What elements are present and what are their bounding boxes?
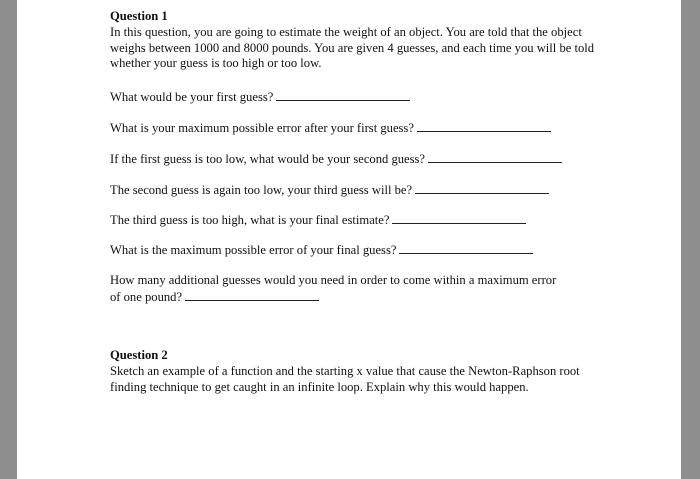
answer-blank-3[interactable] (428, 151, 562, 163)
answer-blank-1[interactable] (276, 89, 410, 101)
question-1-item-4 (110, 182, 549, 199)
question-1-item-2-text: What is your maximum possible error after your first guess? (110, 121, 414, 135)
question-1-item-2 (110, 120, 551, 137)
question-1-item-7-line-2: of one pound? (110, 289, 183, 304)
question-1-title: Question 1 (110, 9, 168, 23)
question-1-item-4-text: The second guess is again too low, your third guess will be? (110, 183, 413, 197)
question-2-title: Question 2 (110, 348, 168, 362)
question-1-item-1-text: What would be your first guess? (110, 90, 274, 104)
question-1-item-3-text: If the first guess is too low, what would be your second guess? (110, 152, 426, 166)
question-1-item-6-text: What is the maximum possible error of your final guess? (110, 243, 397, 257)
question-1-item-5 (110, 212, 526, 229)
question-1-item-5-text: The third guess is too high, what is your final estimate? (110, 213, 390, 227)
document-page (17, 0, 681, 479)
answer-blank-2[interactable] (417, 120, 551, 132)
question-1-item-1 (110, 89, 410, 106)
answer-blank-5[interactable] (392, 212, 526, 224)
question-1-item-3 (110, 151, 562, 168)
answer-blank-7[interactable] (185, 289, 319, 301)
answer-blank-6[interactable] (399, 242, 533, 254)
question-1-item-6 (110, 242, 533, 259)
question-1-item-7-line-1: How many additional guesses would you need in order to come within a maximum error (110, 273, 557, 287)
question-1-item-7 (110, 273, 600, 305)
question-1-intro: In this question, you are going to estimate the weight of an object. You are told that the object weighs between 1000 and 8000 pounds. You are given 4 guesses, and each time you will be told whether your guess is too high or too low. (110, 25, 595, 70)
question-2-text: Sketch an example of a function and the starting x value that cause the Newton-Raphson root finding technique to get caught in an infinite loop. Explain why this would happen. (110, 364, 580, 394)
answer-blank-4[interactable] (415, 182, 549, 194)
